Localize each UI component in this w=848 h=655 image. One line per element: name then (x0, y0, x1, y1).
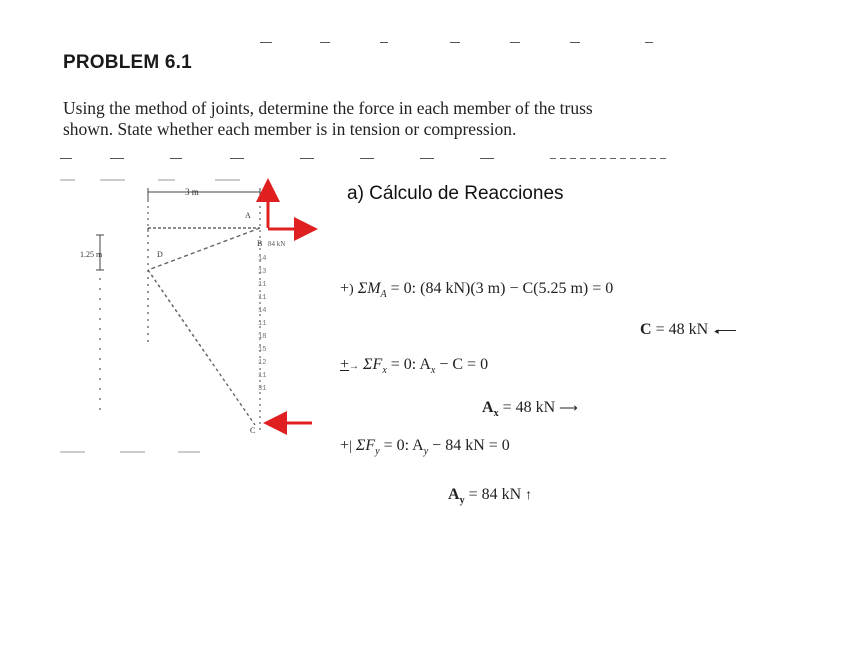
moment-sub: A (380, 289, 387, 301)
scan-noise (258, 255, 266, 393)
result-ax-value: = 48 kN (502, 399, 556, 416)
result-ay-value: = 84 kN (468, 486, 522, 503)
fy-sub: y (375, 446, 380, 458)
fx-lhs: ΣF (363, 356, 383, 373)
joint-label-a: A (245, 211, 251, 220)
equation-moment: +) $\Sigma M_A = 0$: (84 kN)(3 m) − C(5.25 m) = 0 (340, 280, 614, 301)
truss-figure (60, 160, 330, 460)
result-c (640, 321, 736, 339)
statement-line-2: shown. State whether each member is in tension or compression. (63, 119, 517, 139)
svg-text:14: 14 (258, 307, 267, 315)
dim-vertical: 1.25 m (80, 250, 103, 259)
problem-statement (63, 98, 703, 140)
result-ax-sub: x (493, 408, 499, 420)
svg-text:18: 18 (258, 333, 267, 341)
svg-text:11: 11 (258, 372, 267, 380)
moment-rhs: = 0: (84 kN)(3 m) − C(5.25 m) = 0 (390, 280, 614, 297)
fy-lhs: ΣF (355, 437, 376, 454)
scan-artifacts-top (200, 42, 660, 44)
arrow-left-icon: ◂ (716, 330, 736, 331)
result-ay-sub: y (459, 495, 465, 507)
fx-sub: x (382, 365, 387, 377)
svg-text:31: 31 (258, 385, 267, 393)
fy-sign: + (340, 437, 350, 454)
statement-line-1: Using the method of joints, determine the force in each member of the truss (63, 98, 593, 118)
result-c-symbol: C (640, 321, 652, 338)
svg-text:12: 12 (258, 359, 267, 367)
result-c-value: = 48 kN (655, 321, 709, 338)
joint-label-c: C (250, 426, 256, 435)
section-subtitle: a) Cálculo de Reacciones (347, 183, 564, 204)
svg-text:11: 11 (258, 281, 267, 289)
svg-text:15: 15 (258, 346, 267, 354)
equation-fy: +| $\Sigma F_y = 0$: $A_y - 84$ kN = 0 (340, 437, 510, 458)
equation-fx: +→ $\Sigma F_x = 0$: $A_x - C = 0$ (340, 356, 489, 377)
joint-label-b: B (257, 239, 263, 248)
svg-text:11: 11 (258, 320, 267, 328)
moment-lhs: ΣM (357, 280, 381, 297)
arrow-up-icon: ↑ (525, 488, 533, 503)
fy-rhs-sub: y (423, 446, 429, 458)
moment-sign: + (340, 280, 350, 297)
svg-text:14: 14 (258, 255, 267, 263)
arrow-right-icon: ⟶ (559, 400, 578, 415)
fy-rhs-tail: − 84 kN = 0 (432, 437, 510, 454)
fx-rhs-sub: x (430, 365, 436, 377)
arrow-right-sign-icon: + (340, 356, 350, 373)
fy-rhs: = 0: A (383, 437, 424, 454)
svg-text:11: 11 (258, 294, 267, 302)
svg-text:13: 13 (258, 268, 267, 276)
joint-label-d: D (157, 250, 163, 259)
load-label: 84 kN (268, 240, 286, 248)
result-ax-symbol: A (482, 399, 494, 416)
fx-rhs: = 0: A (390, 356, 431, 373)
result-ax (482, 399, 578, 419)
result-ay (448, 486, 532, 506)
fx-rhs-tail: − C = 0 (439, 356, 489, 373)
problem-title: PROBLEM 6.1 (63, 52, 192, 73)
result-ay-symbol: A (448, 486, 460, 503)
dim-horizontal: 3 m (185, 187, 199, 197)
